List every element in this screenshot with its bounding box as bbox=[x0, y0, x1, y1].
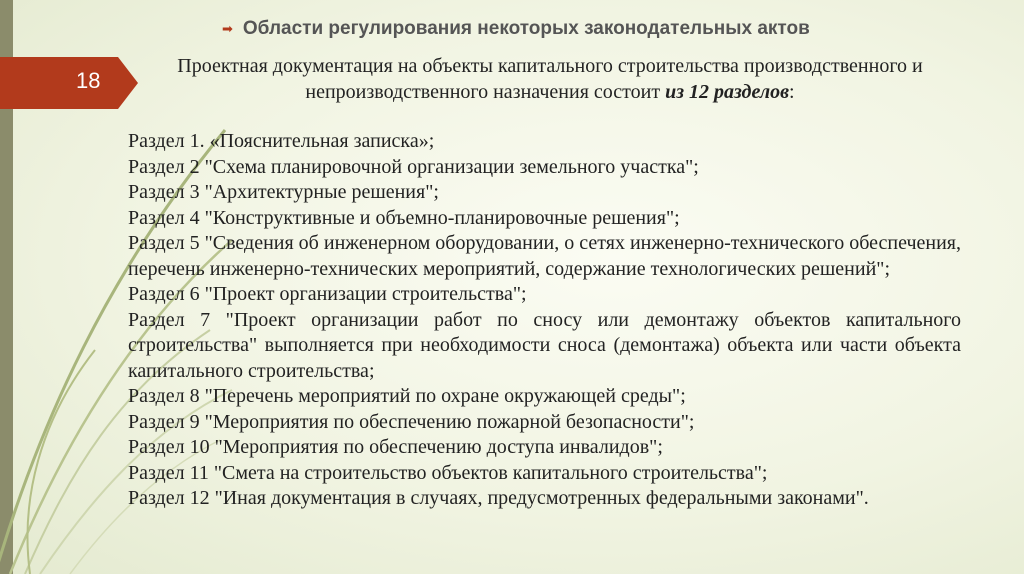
slide-number-tab bbox=[0, 57, 138, 109]
slide-number: 18 bbox=[76, 68, 101, 93]
intro-suffix: : bbox=[789, 81, 795, 103]
section-item-1: Раздел 1. «Пояснительная записка»; bbox=[128, 130, 435, 152]
section-item-11: Раздел 11 "Смета на строительство объектов капитального строительства"; bbox=[128, 461, 768, 484]
section-item-2: Раздел 2 "Схема планировочной организации земельного участка"; bbox=[128, 155, 699, 178]
section-item-6: Раздел 6 "Проект организации строительства"; bbox=[128, 283, 527, 305]
section-item-4: Раздел 4 "Конструктивные и объемно-планировочные решения"; bbox=[128, 206, 680, 229]
title-row bbox=[222, 18, 810, 40]
section-item-12: Раздел 12 "Иная документация в случаях, предусмотренных федеральными законами". bbox=[128, 487, 869, 509]
section-item-7: Раздел 7 "Проект организации работ по сносу или демонтажу объектов капитального строительства" выполняется при необходимости сноса (демонтажа) объекта или части объекта капитального строительства; bbox=[128, 308, 961, 382]
section-item-5: Раздел 5 "Сведения об инженерном оборудовании, о сетях инженерно-технического обеспечения, перечень инженерно-технических мероприятий, содержание технологических решений"; bbox=[128, 232, 961, 280]
section-item-10: Раздел 10 "Мероприятия по обеспечению доступа инвалидов"; bbox=[128, 436, 663, 458]
section-item-8: Раздел 8 "Перечень мероприятий по охране окружающей среды"; bbox=[128, 385, 686, 407]
section-item-3: Раздел 3 "Архитектурные решения"; bbox=[128, 181, 439, 203]
sections-list bbox=[128, 129, 961, 512]
arrow-right-icon: ➡ bbox=[222, 21, 233, 37]
page-title: Области регулирования некоторых законодательных актов bbox=[242, 18, 810, 39]
intro-emphasis: из 12 разделов bbox=[665, 81, 790, 103]
intro-paragraph bbox=[130, 53, 970, 105]
section-item-9: Раздел 9 "Мероприятия по обеспечению пожарной безопасности"; bbox=[128, 410, 695, 433]
intro-text: Проектная документация на объекты капитального строительства производственного и непроизводственного назначения состоит bbox=[177, 55, 923, 103]
